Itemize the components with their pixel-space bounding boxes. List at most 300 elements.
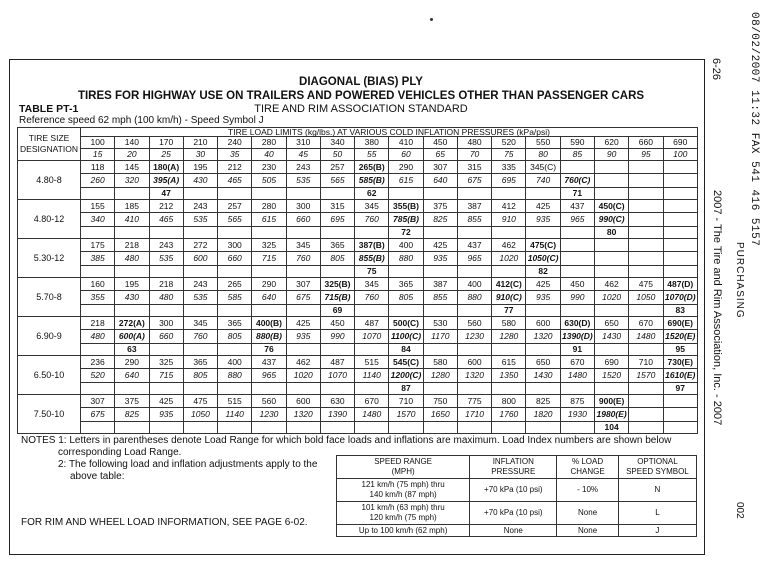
load-lbs-cell: 935 — [526, 291, 560, 305]
load-lbs-cell: 480 — [149, 291, 183, 305]
load-lbs-cell: 760 — [183, 330, 217, 344]
load-index-cell — [81, 227, 115, 239]
load-index-cell: 69 — [320, 305, 354, 317]
load-lbs-cell: 520 — [81, 369, 115, 383]
load-lbs-cell: 825 — [423, 213, 457, 227]
load-lbs-cell: 1280 — [423, 369, 457, 383]
load-kg-cell: 307 — [423, 161, 457, 174]
load-index-cell — [492, 266, 526, 278]
load-index-cell — [492, 188, 526, 200]
load-lbs-cell: 1320 — [526, 330, 560, 344]
load-lbs-cell: 715(B) — [320, 291, 354, 305]
load-index-cell: 47 — [149, 188, 183, 200]
pressure-kpa-cell: 100 — [81, 137, 115, 149]
load-index-cell — [81, 188, 115, 200]
speed-symbol-cell: J — [618, 525, 696, 537]
load-lbs-cell: 465 — [218, 174, 252, 188]
load-index-cell — [183, 227, 217, 239]
load-kg-cell: 218 — [81, 317, 115, 330]
tire-row-lbs — [18, 174, 698, 188]
load-index-cell — [526, 305, 560, 317]
load-index-cell — [286, 266, 320, 278]
pressure-kpa-cell: 550 — [526, 137, 560, 149]
load-index-cell — [423, 266, 457, 278]
load-kg-cell: 175 — [81, 239, 115, 252]
load-lbs-cell: 1570 — [389, 408, 423, 422]
load-kg-cell: 800 — [492, 395, 526, 408]
load-lbs-cell: 355 — [81, 291, 115, 305]
department-label: PURCHASING — [734, 242, 745, 319]
load-kg-cell: 345 — [183, 317, 217, 330]
load-kg-cell — [560, 161, 594, 174]
pressure-psi-cell: 85 — [560, 149, 594, 161]
load-kg-cell: 236 — [81, 356, 115, 369]
load-index-cell — [594, 266, 628, 278]
load-kg-cell: 265(B) — [355, 161, 389, 174]
load-index-cell — [149, 227, 183, 239]
load-index-cell — [663, 266, 697, 278]
reference-speed: Reference speed 62 mph (100 km/h) - Speed Symbol J — [19, 115, 264, 126]
load-kg-cell: 315 — [457, 161, 491, 174]
load-kg-cell — [629, 161, 663, 174]
load-index-cell — [286, 227, 320, 239]
load-lbs-cell: 965 — [560, 213, 594, 227]
pressure-kpa-cell: 410 — [389, 137, 423, 149]
load-lbs-cell: 1070 — [320, 369, 354, 383]
load-kg-cell: 630 — [320, 395, 354, 408]
load-kg-cell: 345 — [355, 278, 389, 291]
tire-row-kg — [18, 200, 698, 213]
load-lbs-cell: 410 — [115, 213, 149, 227]
load-lbs-cell: 660 — [286, 213, 320, 227]
load-lbs-cell: 1610(E) — [663, 369, 697, 383]
load-index-cell — [115, 305, 149, 317]
load-index-cell — [218, 305, 252, 317]
load-kg-cell: 875 — [560, 395, 594, 408]
load-index-cell — [183, 188, 217, 200]
load-lbs-cell: 430 — [115, 291, 149, 305]
load-index-cell — [560, 305, 594, 317]
load-kg-cell: 307 — [81, 395, 115, 408]
pressure-kpa-cell: 170 — [149, 137, 183, 149]
load-kg-cell — [629, 239, 663, 252]
load-kg-cell: 487(D) — [663, 278, 697, 291]
load-change-cell: None — [557, 502, 618, 525]
load-kg-cell — [663, 200, 697, 213]
load-lbs-cell: 880 — [218, 369, 252, 383]
pressure-kpa-cell: 210 — [183, 137, 217, 149]
load-lbs-cell — [560, 252, 594, 266]
load-lbs-cell: 640 — [115, 369, 149, 383]
load-index-cell — [115, 422, 149, 434]
load-kg-cell: 515 — [218, 395, 252, 408]
load-kg-cell: 290 — [252, 278, 286, 291]
load-lbs-cell: 760 — [355, 213, 389, 227]
load-index-cell — [149, 266, 183, 278]
load-lbs-cell: 505 — [252, 174, 286, 188]
load-lbs-cell — [629, 408, 663, 422]
load-index-cell — [81, 422, 115, 434]
load-index-cell — [389, 266, 423, 278]
load-lbs-cell: 1020 — [594, 291, 628, 305]
load-index-cell — [389, 422, 423, 434]
load-lbs-cell: 565 — [320, 174, 354, 188]
load-lbs-cell: 1430 — [526, 369, 560, 383]
load-lbs-cell — [663, 174, 697, 188]
load-kg-cell: 545(C) — [389, 356, 423, 369]
load-lbs-cell: 1930 — [560, 408, 594, 422]
load-index-cell — [629, 383, 663, 395]
load-lbs-cell: 880 — [457, 291, 491, 305]
standard-title: TIRE AND RIM ASSOCIATION STANDARD — [254, 103, 468, 115]
load-lbs-cell: 1070 — [355, 330, 389, 344]
load-kg-cell — [560, 239, 594, 252]
load-lbs-cell: 990 — [320, 330, 354, 344]
load-kg-cell: 195 — [183, 161, 217, 174]
load-kg-cell — [594, 161, 628, 174]
load-lbs-cell: 805 — [183, 369, 217, 383]
load-lbs-cell: 1390 — [320, 408, 354, 422]
speed-range-cell: 121 km/h (75 mph) thru 140 km/h (87 mph) — [337, 479, 470, 502]
load-index-cell: 91 — [560, 344, 594, 356]
load-lbs-cell: 805 — [389, 291, 423, 305]
load-lbs-cell: 615 — [252, 213, 286, 227]
load-index-cell: 83 — [663, 305, 697, 317]
load-index-cell — [218, 266, 252, 278]
load-lbs-cell — [629, 252, 663, 266]
load-index-cell — [560, 383, 594, 395]
load-lbs-cell: 1650 — [423, 408, 457, 422]
load-kg-cell: 375 — [115, 395, 149, 408]
load-lbs-cell: 1820 — [526, 408, 560, 422]
load-lbs-cell: 935 — [423, 252, 457, 266]
load-index-cell — [252, 422, 286, 434]
load-kg-cell: 487 — [355, 317, 389, 330]
tire-size-cell: 7.50-10 — [18, 395, 81, 434]
load-kg-cell: 218 — [115, 239, 149, 252]
tire-row-kg — [18, 356, 698, 369]
load-kg-cell — [629, 395, 663, 408]
load-kg-cell: 650 — [526, 356, 560, 369]
load-lbs-cell: 965 — [252, 369, 286, 383]
load-index-cell — [320, 383, 354, 395]
pressure-psi-cell: 25 — [149, 149, 183, 161]
load-lbs-cell: 395(A) — [149, 174, 183, 188]
load-index-cell — [423, 344, 457, 356]
load-lbs-cell — [663, 213, 697, 227]
load-lbs-cell: 480 — [115, 252, 149, 266]
load-index-cell — [183, 422, 217, 434]
load-index-cell — [81, 383, 115, 395]
load-kg-cell: 710 — [629, 356, 663, 369]
tire-size-cell: 5.30-12 — [18, 239, 81, 278]
load-index-cell — [218, 383, 252, 395]
load-lbs-cell: 695 — [492, 174, 526, 188]
load-kg-cell: 387(B) — [355, 239, 389, 252]
load-lbs-cell: 805 — [218, 330, 252, 344]
pressure-kpa-cell: 620 — [594, 137, 628, 149]
load-lbs-cell: 675 — [286, 291, 320, 305]
rim-info-footer: FOR RIM AND WHEEL LOAD INFORMATION, SEE PAGE 6-02. — [21, 517, 308, 528]
document-title: DIAGONAL (BIAS) PLY — [299, 76, 423, 88]
load-index-cell: 63 — [115, 344, 149, 356]
tire-size-cell: 6.90-9 — [18, 317, 81, 356]
speed-symbol-cell: N — [618, 479, 696, 502]
load-kg-cell: 425 — [286, 317, 320, 330]
pressure-psi-cell: 55 — [355, 149, 389, 161]
load-index-cell: 71 — [560, 188, 594, 200]
speed-row — [337, 502, 697, 525]
load-index-cell — [218, 227, 252, 239]
load-lbs-cell: 585 — [218, 291, 252, 305]
speed-adjustment-table — [336, 455, 697, 537]
load-index-cell — [218, 188, 252, 200]
load-lbs-cell: 535 — [183, 291, 217, 305]
load-kg-cell: 272(A) — [115, 317, 149, 330]
load-index-cell — [629, 227, 663, 239]
load-index-cell — [423, 383, 457, 395]
load-kg-cell: 243 — [286, 161, 320, 174]
fax-page-number: 002 — [734, 502, 745, 519]
load-index-cell — [492, 344, 526, 356]
tire-row-lbs — [18, 408, 698, 422]
load-lbs-cell: 565 — [218, 213, 252, 227]
load-lbs-cell: 910(C) — [492, 291, 526, 305]
load-lbs-cell: 990(C) — [594, 213, 628, 227]
pressure-kpa-cell: 380 — [355, 137, 389, 149]
load-index-cell — [115, 227, 149, 239]
pressure-cell: +70 kPa (10 psi) — [470, 479, 557, 502]
load-kg-cell: 560 — [252, 395, 286, 408]
load-index-cell — [355, 227, 389, 239]
tire-row-kg — [18, 278, 698, 291]
load-index-cell — [423, 305, 457, 317]
load-kg-cell — [663, 395, 697, 408]
load-index-cell — [526, 422, 560, 434]
load-index-cell — [286, 305, 320, 317]
pressure-kpa-cell: 660 — [629, 137, 663, 149]
load-index-cell — [629, 344, 663, 356]
note-2-line1: 2: The following load and inflation adjustments apply to the — [58, 459, 318, 470]
speed-row — [337, 525, 697, 537]
load-index-cell — [423, 188, 457, 200]
pressure-psi-cell: 80 — [526, 149, 560, 161]
tire-row-index — [18, 305, 698, 317]
load-index-cell: 84 — [389, 344, 423, 356]
load-lbs-cell: 1760 — [492, 408, 526, 422]
load-index-cell — [629, 266, 663, 278]
load-index-cell — [526, 227, 560, 239]
load-index-cell — [492, 227, 526, 239]
pressure-psi-cell: 60 — [389, 149, 423, 161]
load-kg-cell: 335 — [492, 161, 526, 174]
pressure-psi-cell: 45 — [286, 149, 320, 161]
load-index-cell — [183, 266, 217, 278]
load-index-cell — [560, 266, 594, 278]
load-index-cell — [320, 266, 354, 278]
load-kg-cell: 185 — [115, 200, 149, 213]
load-kg-cell: 160 — [81, 278, 115, 291]
load-change-cell: - 10% — [557, 479, 618, 502]
load-lbs-cell: 1200(C) — [389, 369, 423, 383]
load-kg-cell: 670 — [355, 395, 389, 408]
load-kg-cell: 412(C) — [492, 278, 526, 291]
load-lbs-cell: 715 — [149, 369, 183, 383]
load-kg-cell: 212 — [149, 200, 183, 213]
tire-row-lbs — [18, 252, 698, 266]
tire-row-kg — [18, 317, 698, 330]
load-kg-cell: 345 — [355, 200, 389, 213]
load-lbs-cell: 615 — [389, 174, 423, 188]
load-kg-cell: 195 — [115, 278, 149, 291]
load-lbs-cell: 935 — [526, 213, 560, 227]
load-index-cell — [355, 344, 389, 356]
size-header — [18, 128, 81, 161]
note-1-line2: corresponding Load Range. — [58, 447, 182, 458]
load-kg-cell: 290 — [115, 356, 149, 369]
load-index-cell — [115, 266, 149, 278]
load-kg-cell: 307 — [286, 278, 320, 291]
load-index-cell — [320, 344, 354, 356]
load-lbs-cell: 855 — [423, 291, 457, 305]
load-lbs-cell: 1980(E) — [594, 408, 628, 422]
load-lbs-cell: 535 — [149, 252, 183, 266]
load-kg-cell: 630(D) — [560, 317, 594, 330]
load-index-cell: 104 — [594, 422, 628, 434]
page-number: 6-26 — [710, 58, 722, 81]
speed-row — [337, 479, 697, 502]
pressure-psi-cell: 90 — [594, 149, 628, 161]
load-index-cell — [526, 188, 560, 200]
pressure-psi-cell: 35 — [218, 149, 252, 161]
load-kg-cell: 825 — [526, 395, 560, 408]
load-index-cell — [389, 188, 423, 200]
load-kg-cell: 900(E) — [594, 395, 628, 408]
pressure-kpa-cell: 140 — [115, 137, 149, 149]
load-lbs-cell: 430 — [183, 174, 217, 188]
load-lbs-cell: 880(B) — [252, 330, 286, 344]
pressure-kpa-cell: 280 — [252, 137, 286, 149]
load-lbs-cell: 260 — [81, 174, 115, 188]
load-lbs-cell: 715 — [252, 252, 286, 266]
load-kg-cell: 750 — [423, 395, 457, 408]
load-kg-cell: 375 — [423, 200, 457, 213]
load-index-cell — [286, 422, 320, 434]
load-lbs-cell: 880 — [389, 252, 423, 266]
load-index-cell: 75 — [355, 266, 389, 278]
load-kg-cell: 387 — [457, 200, 491, 213]
load-lbs-cell: 675 — [81, 408, 115, 422]
speed-range-cell: 101 km/h (63 mph) thru 120 km/h (75 mph) — [337, 502, 470, 525]
load-kg-cell: 515 — [355, 356, 389, 369]
load-kg-cell: 690(E) — [663, 317, 697, 330]
pressure-psi-cell: 70 — [457, 149, 491, 161]
load-index-cell — [218, 344, 252, 356]
load-kg-cell: 400 — [389, 239, 423, 252]
load-index-cell: 72 — [389, 227, 423, 239]
load-kg-cell: 670 — [629, 317, 663, 330]
load-lbs-cell: 1100(C) — [389, 330, 423, 344]
load-lbs-cell: 1050 — [629, 291, 663, 305]
load-index-cell — [594, 305, 628, 317]
load-kg-cell: 272 — [183, 239, 217, 252]
load-kg-cell: 145 — [115, 161, 149, 174]
load-index-cell — [252, 188, 286, 200]
load-kg-cell: 365 — [183, 356, 217, 369]
load-kg-cell: 212 — [218, 161, 252, 174]
load-kg-cell: 600 — [457, 356, 491, 369]
load-kg-cell: 345(C) — [526, 161, 560, 174]
load-index-cell — [149, 383, 183, 395]
load-index-cell — [320, 227, 354, 239]
load-lbs-cell: 660 — [149, 330, 183, 344]
load-lbs-cell: 760 — [286, 252, 320, 266]
load-kg-cell: 530 — [423, 317, 457, 330]
speed-range-header: SPEED RANGE (MPH) — [337, 456, 470, 479]
load-change-cell: None — [557, 525, 618, 537]
load-kg-cell: 487 — [320, 356, 354, 369]
load-lbs-cell: 740 — [526, 174, 560, 188]
load-kg-cell: 475 — [629, 278, 663, 291]
load-index-cell — [492, 422, 526, 434]
load-index-cell — [218, 422, 252, 434]
load-kg-cell: 355(B) — [389, 200, 423, 213]
load-lbs-cell: 990 — [560, 291, 594, 305]
load-lbs-cell: 640 — [252, 291, 286, 305]
load-index-cell — [149, 422, 183, 434]
load-kg-cell: 325 — [252, 239, 286, 252]
tire-row-index — [18, 266, 698, 278]
load-kg-cell: 560 — [457, 317, 491, 330]
load-kg-cell: 300 — [218, 239, 252, 252]
load-kg-cell: 118 — [81, 161, 115, 174]
pressure-kpa-row — [18, 137, 698, 149]
load-lbs-cell: 340 — [81, 213, 115, 227]
load-change-header: % LOAD CHANGE — [557, 456, 618, 479]
load-index-cell — [457, 227, 491, 239]
tire-size-cell: 4.80-8 — [18, 161, 81, 200]
load-lbs-cell: 600(A) — [115, 330, 149, 344]
load-lbs-cell: 1570 — [629, 369, 663, 383]
load-lbs-cell: 585(B) — [355, 174, 389, 188]
load-index-cell — [457, 383, 491, 395]
load-kg-cell: 425 — [149, 395, 183, 408]
load-kg-cell: 670 — [560, 356, 594, 369]
load-lbs-cell: 1020 — [286, 369, 320, 383]
load-lbs-cell: 675 — [457, 174, 491, 188]
load-lbs-cell: 965 — [457, 252, 491, 266]
load-kg-cell: 280 — [252, 200, 286, 213]
pressure-cell: +70 kPa (10 psi) — [470, 502, 557, 525]
scan-speck — [430, 18, 433, 21]
load-lbs-cell: 535 — [183, 213, 217, 227]
load-index-cell — [457, 305, 491, 317]
load-kg-cell — [663, 239, 697, 252]
load-kg-cell: 450 — [320, 317, 354, 330]
load-kg-cell: 325 — [149, 356, 183, 369]
load-kg-cell: 462 — [492, 239, 526, 252]
load-index-cell — [81, 266, 115, 278]
load-index-cell — [629, 422, 663, 434]
tire-row-lbs — [18, 291, 698, 305]
tire-row-kg — [18, 395, 698, 408]
load-kg-cell: 290 — [389, 161, 423, 174]
load-index-cell — [457, 344, 491, 356]
load-lbs-cell: 1390(D) — [560, 330, 594, 344]
pressure-kpa-cell: 690 — [663, 137, 697, 149]
load-index-cell — [183, 305, 217, 317]
load-index-cell: 80 — [594, 227, 628, 239]
